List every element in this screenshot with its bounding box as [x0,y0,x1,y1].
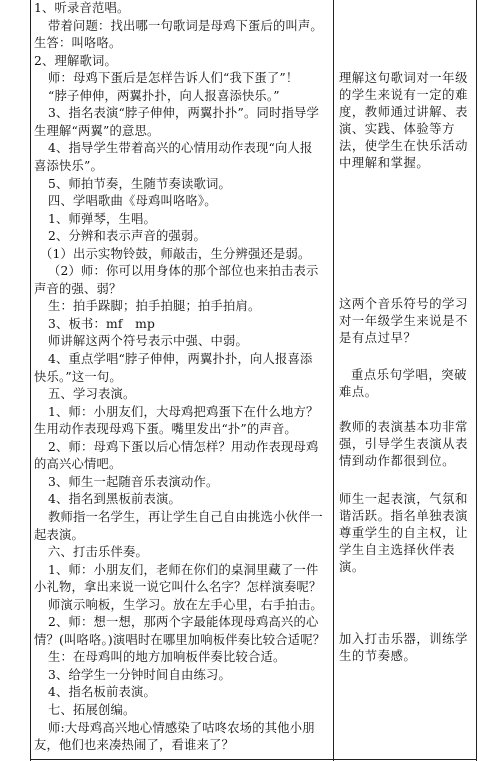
procedure-line: 4、重点学唱“脖子伸伸，两翼扑扑，向人报喜添 [48,352,313,366]
procedure-line: 带着问题：找出哪一句歌词是母鸡下蛋后的叫声。 [48,18,323,33]
table-border-bottom [30,759,477,760]
procedure-line: 2、分辨和表示声音的强弱。 [48,229,206,244]
procedure-line: 3、师生一起随音乐表演动作。 [48,474,219,489]
procedure-line: 3、指名表演“脖子伸伸，两翼扑扑”。同时指导学 [48,106,319,121]
procedure-line: 师:大母鸡高兴地心情感染了咕咚农场的其他小朋 [48,720,315,735]
reflection-note: 这两个音乐符号的学习对一年级学生来说是不是有点过早？ [339,297,468,345]
procedure-line: 生：拍手跺脚；拍手拍腿；拍手拍肩。 [48,299,261,314]
table-border-right [476,0,477,761]
procedure-line: 六、打击乐伴奏。 [48,545,148,560]
procedure-line: 3、给学生一分钟时间自由练习。 [48,667,231,682]
procedure-line: 情？(叫咯咯。)演唱时在哪里加响板伴奏比较合适呢？ [34,632,326,647]
reflection-note: 加入打击乐器，训练学生的节奏感。 [339,632,468,663]
procedure-line: “脖子伸伸，两翼扑扑，向人报喜添快乐。” [48,88,280,103]
procedure-line: 1、师弹琴，生唱。 [48,211,156,226]
procedure-line: 生用动作表现母鸡下蛋。嘴里发出“扑”的声音。 [34,422,297,437]
procedure-line: （2）师：你可以用身体的那个部位也来拍击表示 [48,264,319,279]
reflection-note: 师生一起表演，气氛和谐活跃。指名单独表演尊重学生的自主权，让学生自主选择伙伴表演。 [339,492,468,574]
procedure-line: 四、学唱歌曲《母鸡叫咯咯》。 [48,194,217,209]
procedure-line: 1、师：小朋友们，老师在你们的桌洞里藏了一件 [48,562,319,577]
procedure-line: 1、听录音范唱。 [34,1,130,15]
procedure-line: 5、师拍节奏，生随节奏读歌词。 [48,176,231,191]
procedure-line: 的高兴心情吧。 [34,457,122,472]
procedure-line: 3、板书：mf mp [48,316,156,331]
procedure-line: 师演示响板，生学习。放在左手心里，右手拍击。 [48,597,323,612]
procedure-line: 七、拓展创编。 [48,703,136,717]
procedure-line: 声音的强、弱？ [34,281,122,296]
procedure-line: 1、师：小朋友们，大母鸡把鸡蛋下在什么地方？ [48,404,319,419]
procedure-line: 五、学习表演。 [48,387,136,402]
procedure-line: 师：母鸡下蛋后是怎样告诉人们“我下蛋了”！ [48,71,299,86]
procedure-line: 2、师：想一想，那两个字最能体现母鸡高兴的心 [48,615,319,630]
procedure-line: 4、指导学生带着高兴的心情用动作表现“向人报 [48,141,313,156]
procedure-line: 生：在母鸡叫的地方加响板伴奏比较合适。 [48,650,286,665]
procedure-line: 起表演。 [34,527,84,542]
procedure-line: 2、师：母鸡下蛋以后心情怎样？用动作表现母鸡 [48,439,319,454]
procedure-line: 快乐。”这一句。 [34,369,122,384]
procedure-line: 教师指一名学生，再让学生自己自由挑选小伙伴一 [48,509,323,524]
procedure-line: 友，他们也来凑热闹了，看谁来了？ [34,738,234,753]
reflection-note: 理解这句歌词对一年级的学生来说有一定的难度，教师通过讲解、表演、实践、体验等方法，使学生在快乐活动中理解和掌握。 [339,71,468,170]
column-divider [333,0,334,761]
procedure-line: 4、指名到黑板前表演。 [48,492,181,507]
procedure-line: 2、理解歌词。 [34,53,118,68]
reflection-note: 重点乐句学唱，突破难点。 [339,368,468,399]
procedure-line: 喜添快乐”。 [34,158,103,173]
procedure-line: 生答：叫咯咯。 [34,36,122,51]
procedure-line: 生理解“两翼”的意思。 [34,123,160,138]
procedure-line: （1）出示实物铃鼓，师敲击，生分辨强还是弱。 [40,246,311,261]
reflection-note: 教师的表演基本功非常强，引导学生表演从表情到动作都很到位。 [339,420,468,468]
procedure-line: 师讲解这两个符号表示中强、中弱。 [48,334,248,349]
table-border-left [30,0,31,761]
procedure-line: 4、指名板前表演。 [48,685,156,700]
procedure-line: 小礼物，拿出来说一说它叫什么名字？怎样演奏呢？ [34,580,322,595]
